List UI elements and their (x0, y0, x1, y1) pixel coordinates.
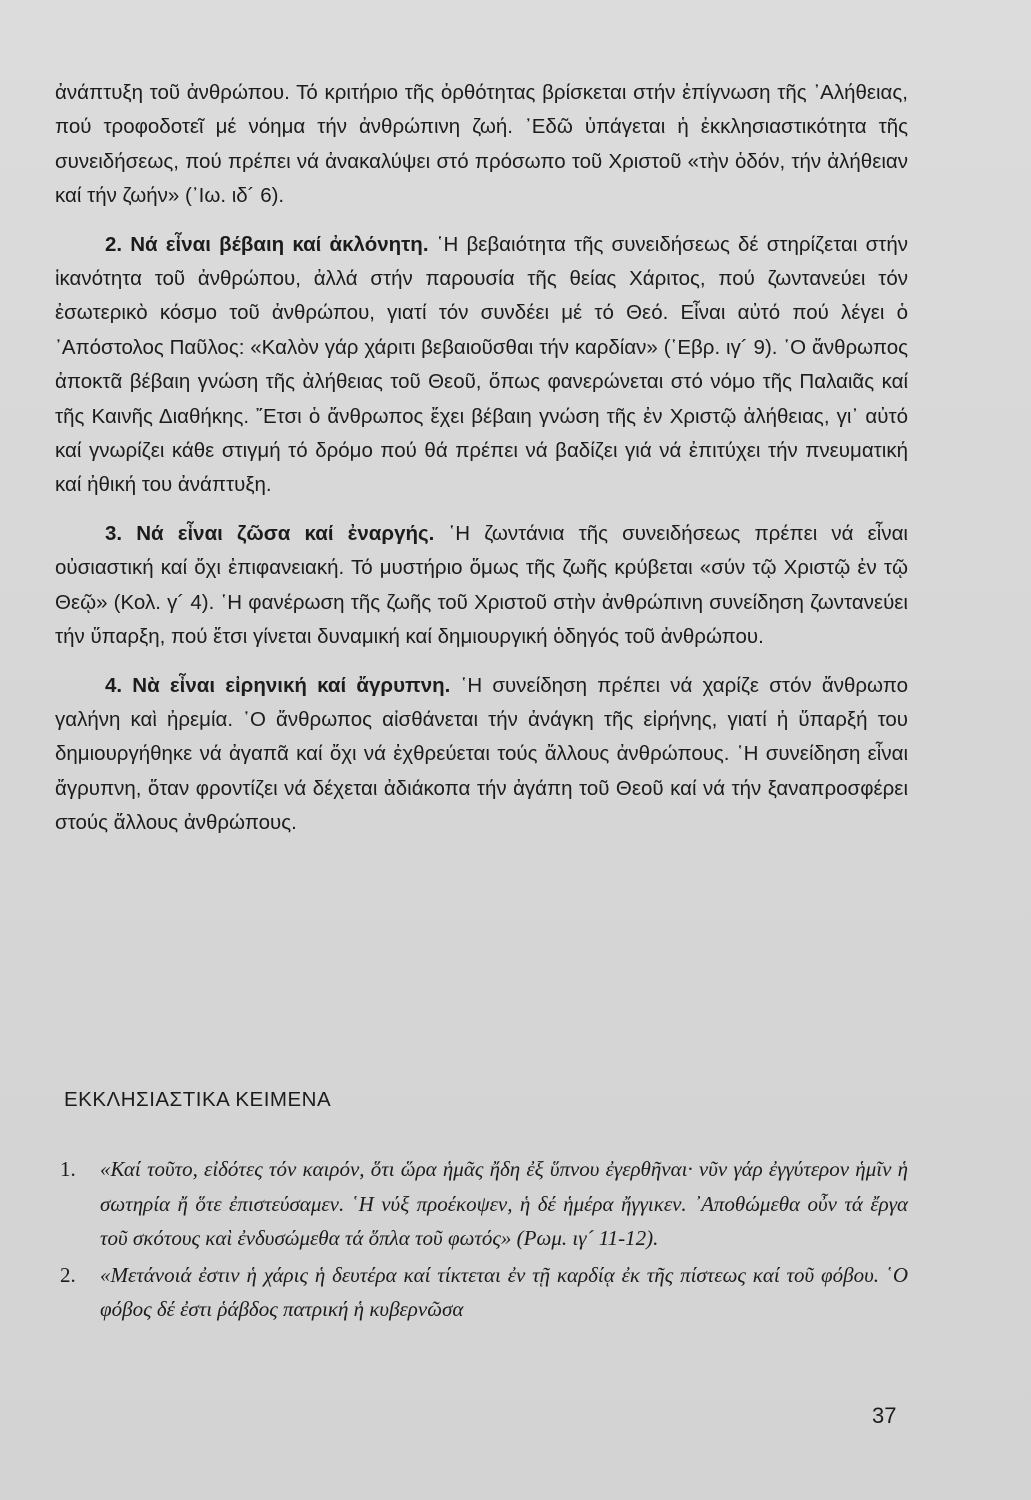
paragraph-2 (55, 228, 908, 503)
paragraph-4-title: 4. Νὰ εἶναι εἰρηνική καί ἄγρυπνη. (105, 673, 451, 697)
quote-number: 2. (60, 1262, 76, 1287)
paragraph-2-title: 2. Νά εἶναι βέβαιη καί ἀκλόνητη. (105, 232, 429, 256)
paragraph-3-title: 3. Νά εἶναι ζῶσα καί ἐναργής. (105, 521, 435, 545)
quote-text: «Μετάνοιά ἐστιν ἡ χάρις ἡ δευτέρα καί τίκτεται ἐν τῇ καρδίᾳ ἐκ τῆς πίστεως καί τοῦ φόβου. ῾Ο φόβος δέ ἐστι ῥάβδος πατρική ἡ κυβερνῶσα (100, 1262, 908, 1322)
page-number: 37 (872, 1403, 897, 1428)
paragraph-3 (55, 517, 908, 655)
paragraph-4-body: ῾Η συνείδηση πρέπει νά χαρίζε στόν ἄνθρωπο γαλήνη καὶ ἠρεμία. ῾Ο ἄνθρωπος αἰσθάνεται τήν ἀνάγκη τῆς εἰρήνης, γιατί ἡ ὕπαρξή του δημιουργήθηκε νά ἀγαπᾶ καί ὄχι νά ἐχθρεύεται τούς ἄλλους ἀνθρώπους. ῾Η συνείδηση εἶναι ἄγρυπνη, ὅταν φροντίζει νά δέχεται ἀδιάκοπα τήν ἀγάπη τοῦ Θεοῦ καί νά τήν ξαναπροσφέρει στούς ἄλλους ἀνθρώπους. (55, 673, 908, 835)
intro-paragraph: ἀνάπτυξη τοῦ ἀνθρώπου. Τό κριτήριο τῆς ὀρθότητας βρίσκεται στήν ἐπίγνωση τῆς ᾿Αλήθειας, πού τροφοδοτεῖ μέ νόημα τήν ἀνθρώπινη ζωή. ᾿Εδῶ ὑπάγεται ἡ ἐκκλησιαστικότητα τῆς συνειδήσεως, πού πρέπει νά ἀνακαλύψει στό πρόσωπο τοῦ Χριστοῦ «τὴν ὁδόν, τήν ἀλήθειαν καί τήν ζωήν» (᾿Ιω. ιδ´ 6). (55, 81, 908, 208)
quote-item (60, 1258, 908, 1327)
quote-text: «Καί τοῦτο, εἰδότες τόν καιρόν, ὅτι ὥρα ἡμᾶς ἤδη ἐξ ὕπνου ἐγερθῆναι· νῦν γάρ ἐγγύτερον ἡμῖν ἡ σωτηρία ἤ ὅτε ἐπιστεύσαμεν. ῾Η νύξ προέκοψεν, ἡ δέ ἡμέρα ἤγγικεν. ᾿Αποθώμεθα οὖν τά ἔργα τοῦ σκότους καὶ ἐνδυσώμεθα τά ὅπλα τοῦ φωτός» (Ρωμ. ιγ´ 11-12). (100, 1157, 908, 1251)
section-heading: ΕΚΚΛΗΣΙΑΣΤΙΚΑ ΚΕΙΜΕΝΑ (64, 1088, 332, 1111)
quotes-list (60, 1152, 908, 1327)
body-text (55, 76, 908, 841)
quote-number: 1. (60, 1157, 76, 1181)
paragraph-4 (55, 669, 908, 841)
quote-item (60, 1152, 908, 1256)
paragraph-2-body: ῾Η βεβαιότητα τῆς συνειδήσεως δέ στηρίζεται στήν ἱκανότητα τοῦ ἀνθρώπου, ἀλλά στήν παρουσία τῆς θείας Χάριτος, πού ζωντανεύει τόν ἐσωτερικὸ κόσμο τοῦ ἀνθρώπου, γιατί τόν συνδέει μέ τό Θεό. Εἶναι αὐτό πού λέγει ὁ ᾿Απόστολος Παῦλος: «Καλὸν γάρ χάριτι βεβαιοῦσθαι τήν καρδίαν» (῾Εβρ. ιγ´ 9). ῾Ο ἄνθρωπος ἀποκτᾶ βέβαιη γνώση τῆς ἀλήθειας τοῦ Θεοῦ, ὅπως φανερώνεται στό νόμο τῆς Παλαιᾶς καί τῆς Καινῆς Διαθήκης. ῎Ετσι ὁ ἄνθρωπος ἔχει βέβαιη γνώση τῆς ἐν Χριστῷ ἀλήθειας, γι᾿ αὐτό καί γνωρίζει κάθε στιγμή τό δρόμο πού θά πρέπει νά βαδίζει γιά νά ἐπιτύχει τήν πνευματική καί ἠθική του ἀνάπτυξη. (55, 232, 909, 497)
paragraph-3-body: ῾Η ζωντάνια τῆς συνειδήσεως πρέπει νά εἶναι οὐσιαστική καί ὄχι ἐπιφανειακή. Τό μυστήριο ὅμως τῆς ζωῆς κρύβεται «σύν τῷ Χριστῷ ἐν τῷ Θεῷ» (Κολ. γ´ 4). ῾Η φανέρωση τῆς ζωῆς τοῦ Χριστοῦ στὴν ἀνθρώπινη συνείδηση ζωντανεύει τήν ὕπαρξη, πού ἔτσι γίνεται δυναμική καί δημιουργική ὁδηγός τοῦ ἀνθρώπου. (55, 521, 908, 649)
